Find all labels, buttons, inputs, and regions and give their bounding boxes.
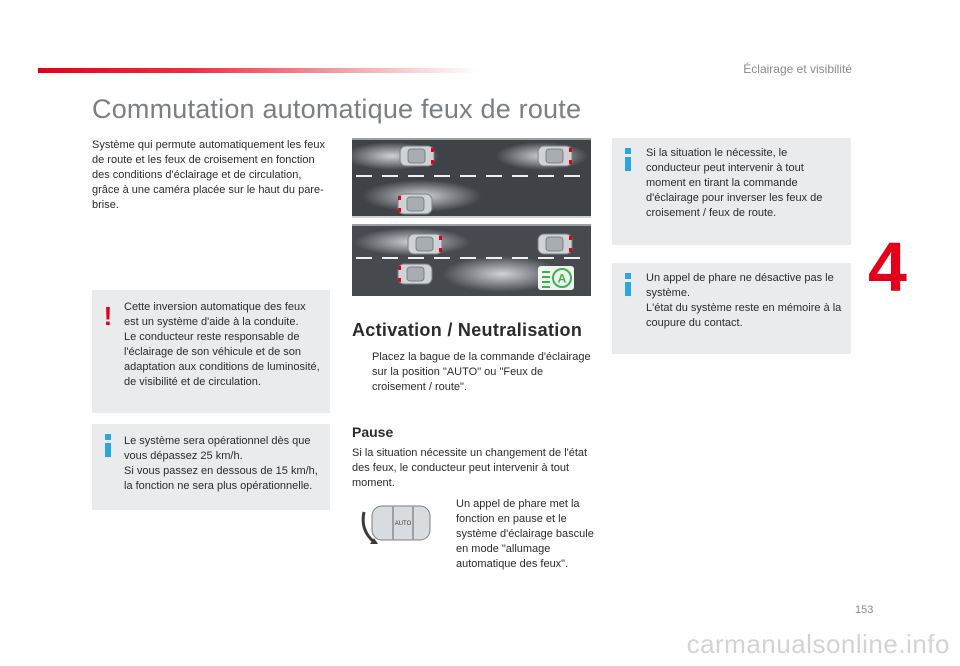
info-intervene-text: Si la situation le nécessite, le conducteur peut intervenir à tout moment en tirant la commande d'éclairage pour inverser les feux de croisement / feux de route. bbox=[646, 147, 823, 219]
stalk-label: AUTO bbox=[394, 521, 412, 527]
pause-bullet-text: Un appel de phare met la fonction en pause et le système d'éclairage bascule en mode "allumage automatique des feux". bbox=[456, 498, 594, 570]
pause-paragraph: Si la situation nécessite un changement de l'état des feux, le conducteur peut intervenir à tout moment. bbox=[352, 447, 588, 489]
info-memory-text: Un appel de phare ne désactive pas le système. L'état du système reste en mémoire à la coupure du contact. bbox=[646, 272, 842, 329]
indicator-letter: A bbox=[557, 271, 567, 286]
watermark: carmanualsonline.info bbox=[686, 629, 950, 659]
activation-heading: Activation / Neutralisation bbox=[352, 320, 583, 340]
info-icon bbox=[104, 434, 112, 458]
page-number: 153 bbox=[855, 604, 874, 616]
info-box-memory bbox=[612, 263, 851, 354]
road-illustration bbox=[352, 138, 591, 296]
page-title: Commutation automatique feux de route bbox=[92, 94, 582, 124]
activation-bullet-text: Placez la bague de la commande d'éclairage sur la position "AUTO" ou "Feux de croisement / route". bbox=[372, 351, 591, 393]
intro-paragraph: Système qui permute automatiquement les feux de route et les feux de croisement en fonction des conditions d'éclairage et de circulation, grâce à une caméra placée sur le haut du pare-brise. bbox=[92, 139, 325, 211]
pause-heading: Pause bbox=[352, 424, 394, 440]
info-speed-text: Le système sera opérationnel dès que vous dépassez 25 km/h. Si vous passez en dessous de 15 km/h, la fonction ne sera plus opérationnelle. bbox=[124, 435, 318, 492]
info-icon bbox=[624, 148, 632, 172]
auto-headlight-indicator-icon bbox=[538, 266, 574, 290]
section-title: Éclairage et visibilité bbox=[743, 62, 852, 76]
info-icon bbox=[624, 273, 632, 297]
info-box-speed bbox=[92, 424, 330, 510]
header-accent-bar bbox=[38, 68, 478, 73]
warning-text: Cette inversion automatique des feux est un système d'aide à la conduite. Le conducteur reste responsable de l'éclairage de son véhicule et de son adaptation aux conditions de luminosité, de visibilité et de circulation. bbox=[124, 301, 320, 388]
warning-exclamation-icon: ! bbox=[103, 301, 113, 331]
info-box-intervene bbox=[612, 138, 851, 245]
chapter-number: 4 bbox=[868, 228, 907, 306]
lighting-stalk-icon bbox=[358, 500, 432, 548]
warning-box bbox=[92, 290, 330, 413]
